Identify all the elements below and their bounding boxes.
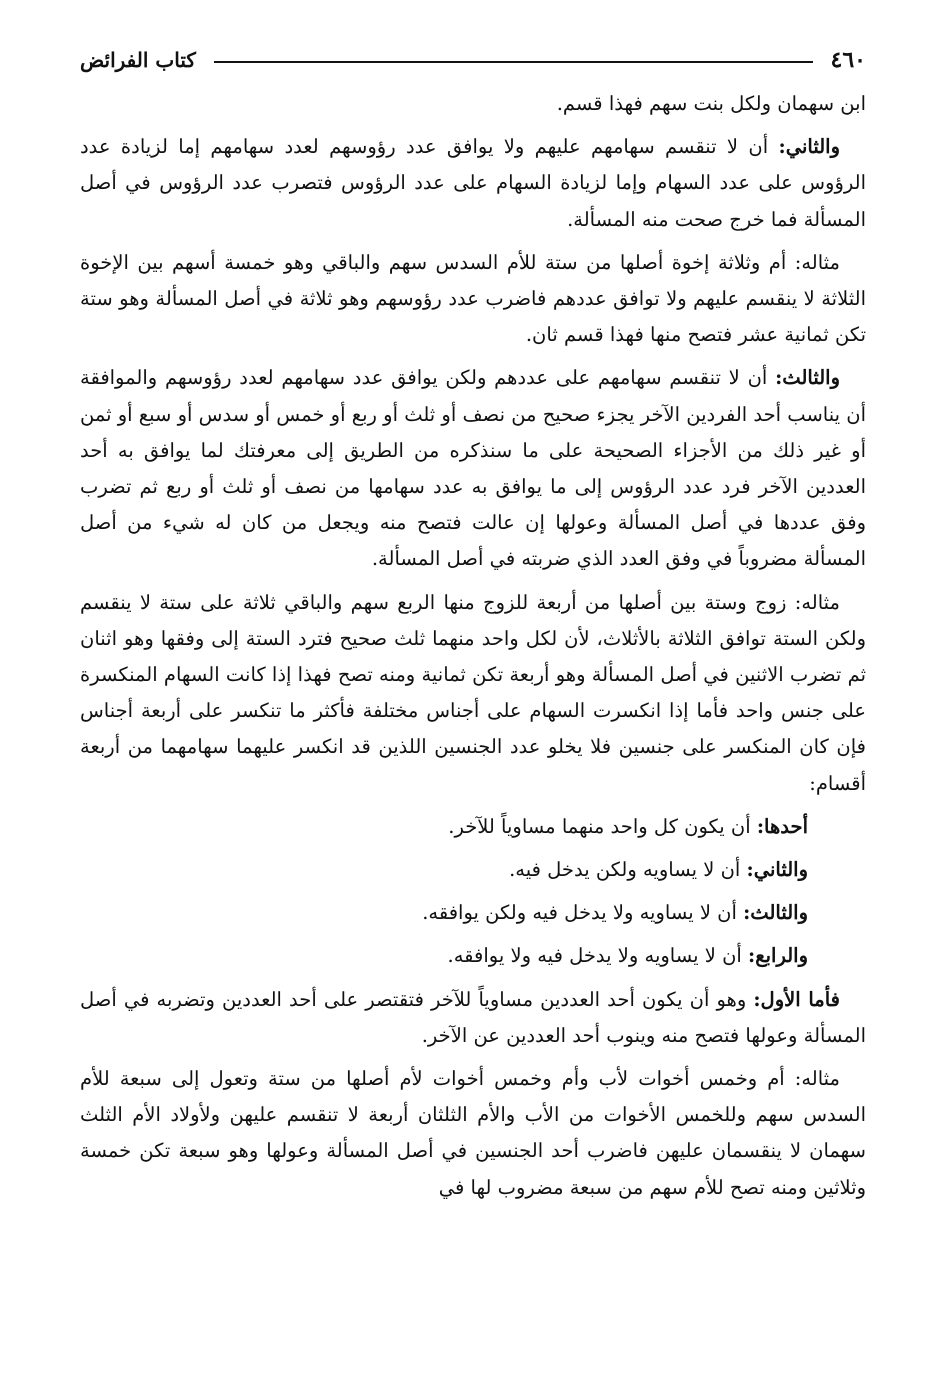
paragraph-lead: والثالث: <box>775 366 840 390</box>
paragraph-text: ابن سهمان ولكل بنت سهم فهذا قسم. <box>556 92 866 115</box>
list-item-text: أن لا يساويه ولكن يدخل فيه. <box>509 858 747 882</box>
list-item-text: أن يكون كل واحد منهما مساوياً للآخر. <box>448 814 757 838</box>
paragraph-third-case <box>80 360 866 577</box>
running-header <box>80 42 866 78</box>
list-item-lead: والثاني: <box>746 858 808 882</box>
list-item <box>80 809 866 845</box>
list-item <box>80 895 866 931</box>
book-title: كتاب الفرائض <box>80 48 196 72</box>
header-rule <box>214 61 813 63</box>
paragraph-text: مثاله: زوج وستة بين أصلها من أربعة للزوج منها الربع سهم والباقي ثلاثة على ستة لا ينقسم ولكن الستة توافق الثلاثة بالأثلاث، لأن لكل واحد منهما ثلث صحيح فترد الستة إلى وفقها وهو اثنان ثم تضرب الاثنين في أصل المسألة وهو أربعة تكن ثمانية ومنه تصح فهذا إذا كانت السهام المنكسرة على جنس واحد فأما إذا انكسرت السهام على أجناس مختلفة فأكثر ما تنكسر على أربعة أجناس فإن كان المنكسر على جنسين فلا يخلو عدد الجنسين اللذين قد انكسر عليهما سهامهما من أربعة أقسام: <box>80 590 866 795</box>
list-item <box>80 938 866 974</box>
list-item-lead: أحدها: <box>756 814 808 838</box>
list-item-text: أن لا يساويه ولا يدخل فيه ولكن يوافقه. <box>422 901 744 925</box>
body-text <box>80 86 866 1206</box>
paragraph-text: وهو أن يكون أحد العددين مساوياً للآخر فتقتصر على أحد العددين وتضربه في أصل المسألة وعولها فتصح منه وينوب أحد العددين عن الآخر. <box>80 987 866 1047</box>
list-item-lead: والثالث: <box>743 901 808 925</box>
paragraph-text: أن لا تنقسم سهامهم عليهم ولا يوافق عدد رؤوسهم لعدد سهامهم إما لزيادة عدد الرؤوس على عدد السهام وإما لزيادة السهام على عدد الرؤوس فتصرب عدد الرؤوس في أصل المسألة فما خرج صحت منه المسألة. <box>80 135 866 231</box>
paragraph-first-type <box>80 982 866 1054</box>
paragraph-continuation <box>80 86 866 122</box>
paragraph-lead: والثاني: <box>778 135 840 159</box>
paragraph-text: مثاله: أم وثلاثة إخوة أصلها من ستة للأم السدس سهم والباقي وهو خمسة أسهم بين الإخوة الثلاثة لا ينقسم عليهم ولا توافق عددهم فاضرب عدد رؤوسهم وهو ثلاثة في أصل المسألة وهو ستة تكن ثمانية عشر فتصح منها فهذا قسم ثان. <box>80 250 866 347</box>
document-page <box>80 42 866 1342</box>
paragraph-text: مثاله: أم وخمس أخوات لأب وأم وخمس أخوات لأم أصلها من ستة وتعول إلى سبعة للأم السدس سهم وللخمس الأخوات من الأب والأم الثلثان أربعة لا تنقسم عليهن ولأولاد الأم الثلث سهمان لا ينقسمان عليهن فاضرب أحد الجنسين في أصل المسألة وعولها وهو سبعة تكن خمسة وثلاثين ومنه تصح للأم سهم من سبعة مضروب لها في <box>80 1067 866 1199</box>
paragraph-text: أن لا تنقسم سهامهم على عددهم ولكن يوافق عدد سهامهم لعدد رؤوسهم والموافقة أن يناسب أحد الفردين الآخر يجزء صحيح من نصف أو ثلث أو ربع أو خمس أو سدس أو سبع أو ثمن أو غير ذلك من الأجزاء الصحيحة على ما سنذكره من الطريق إلى معرفتك لما يوافق به أحد العددين الآخر فرد عدد الرؤوس إلى ما يوافق به عدد سهامها من نصف أو ثلث أو ربع ثم تضرب وفق عددها في أصل المسألة وعولها إن عالت فتصح منه ويجعل من كان له شيء من أصل المسألة مضروباً في وفق العدد الذي ضربته في أصل المسألة. <box>80 366 866 571</box>
page-number: ٤٦٠ <box>830 47 866 73</box>
paragraph-second-case <box>80 129 866 238</box>
list-item-lead: والرابع: <box>748 944 808 968</box>
paragraph-example-2 <box>80 585 866 802</box>
paragraph-lead: فأما الأول: <box>753 987 840 1011</box>
paragraph-example-1 <box>80 245 866 354</box>
list-item <box>80 852 866 888</box>
paragraph-example-3 <box>80 1061 866 1206</box>
list-item-text: أن لا يساويه ولا يدخل فيه ولا يوافقه. <box>447 944 749 968</box>
